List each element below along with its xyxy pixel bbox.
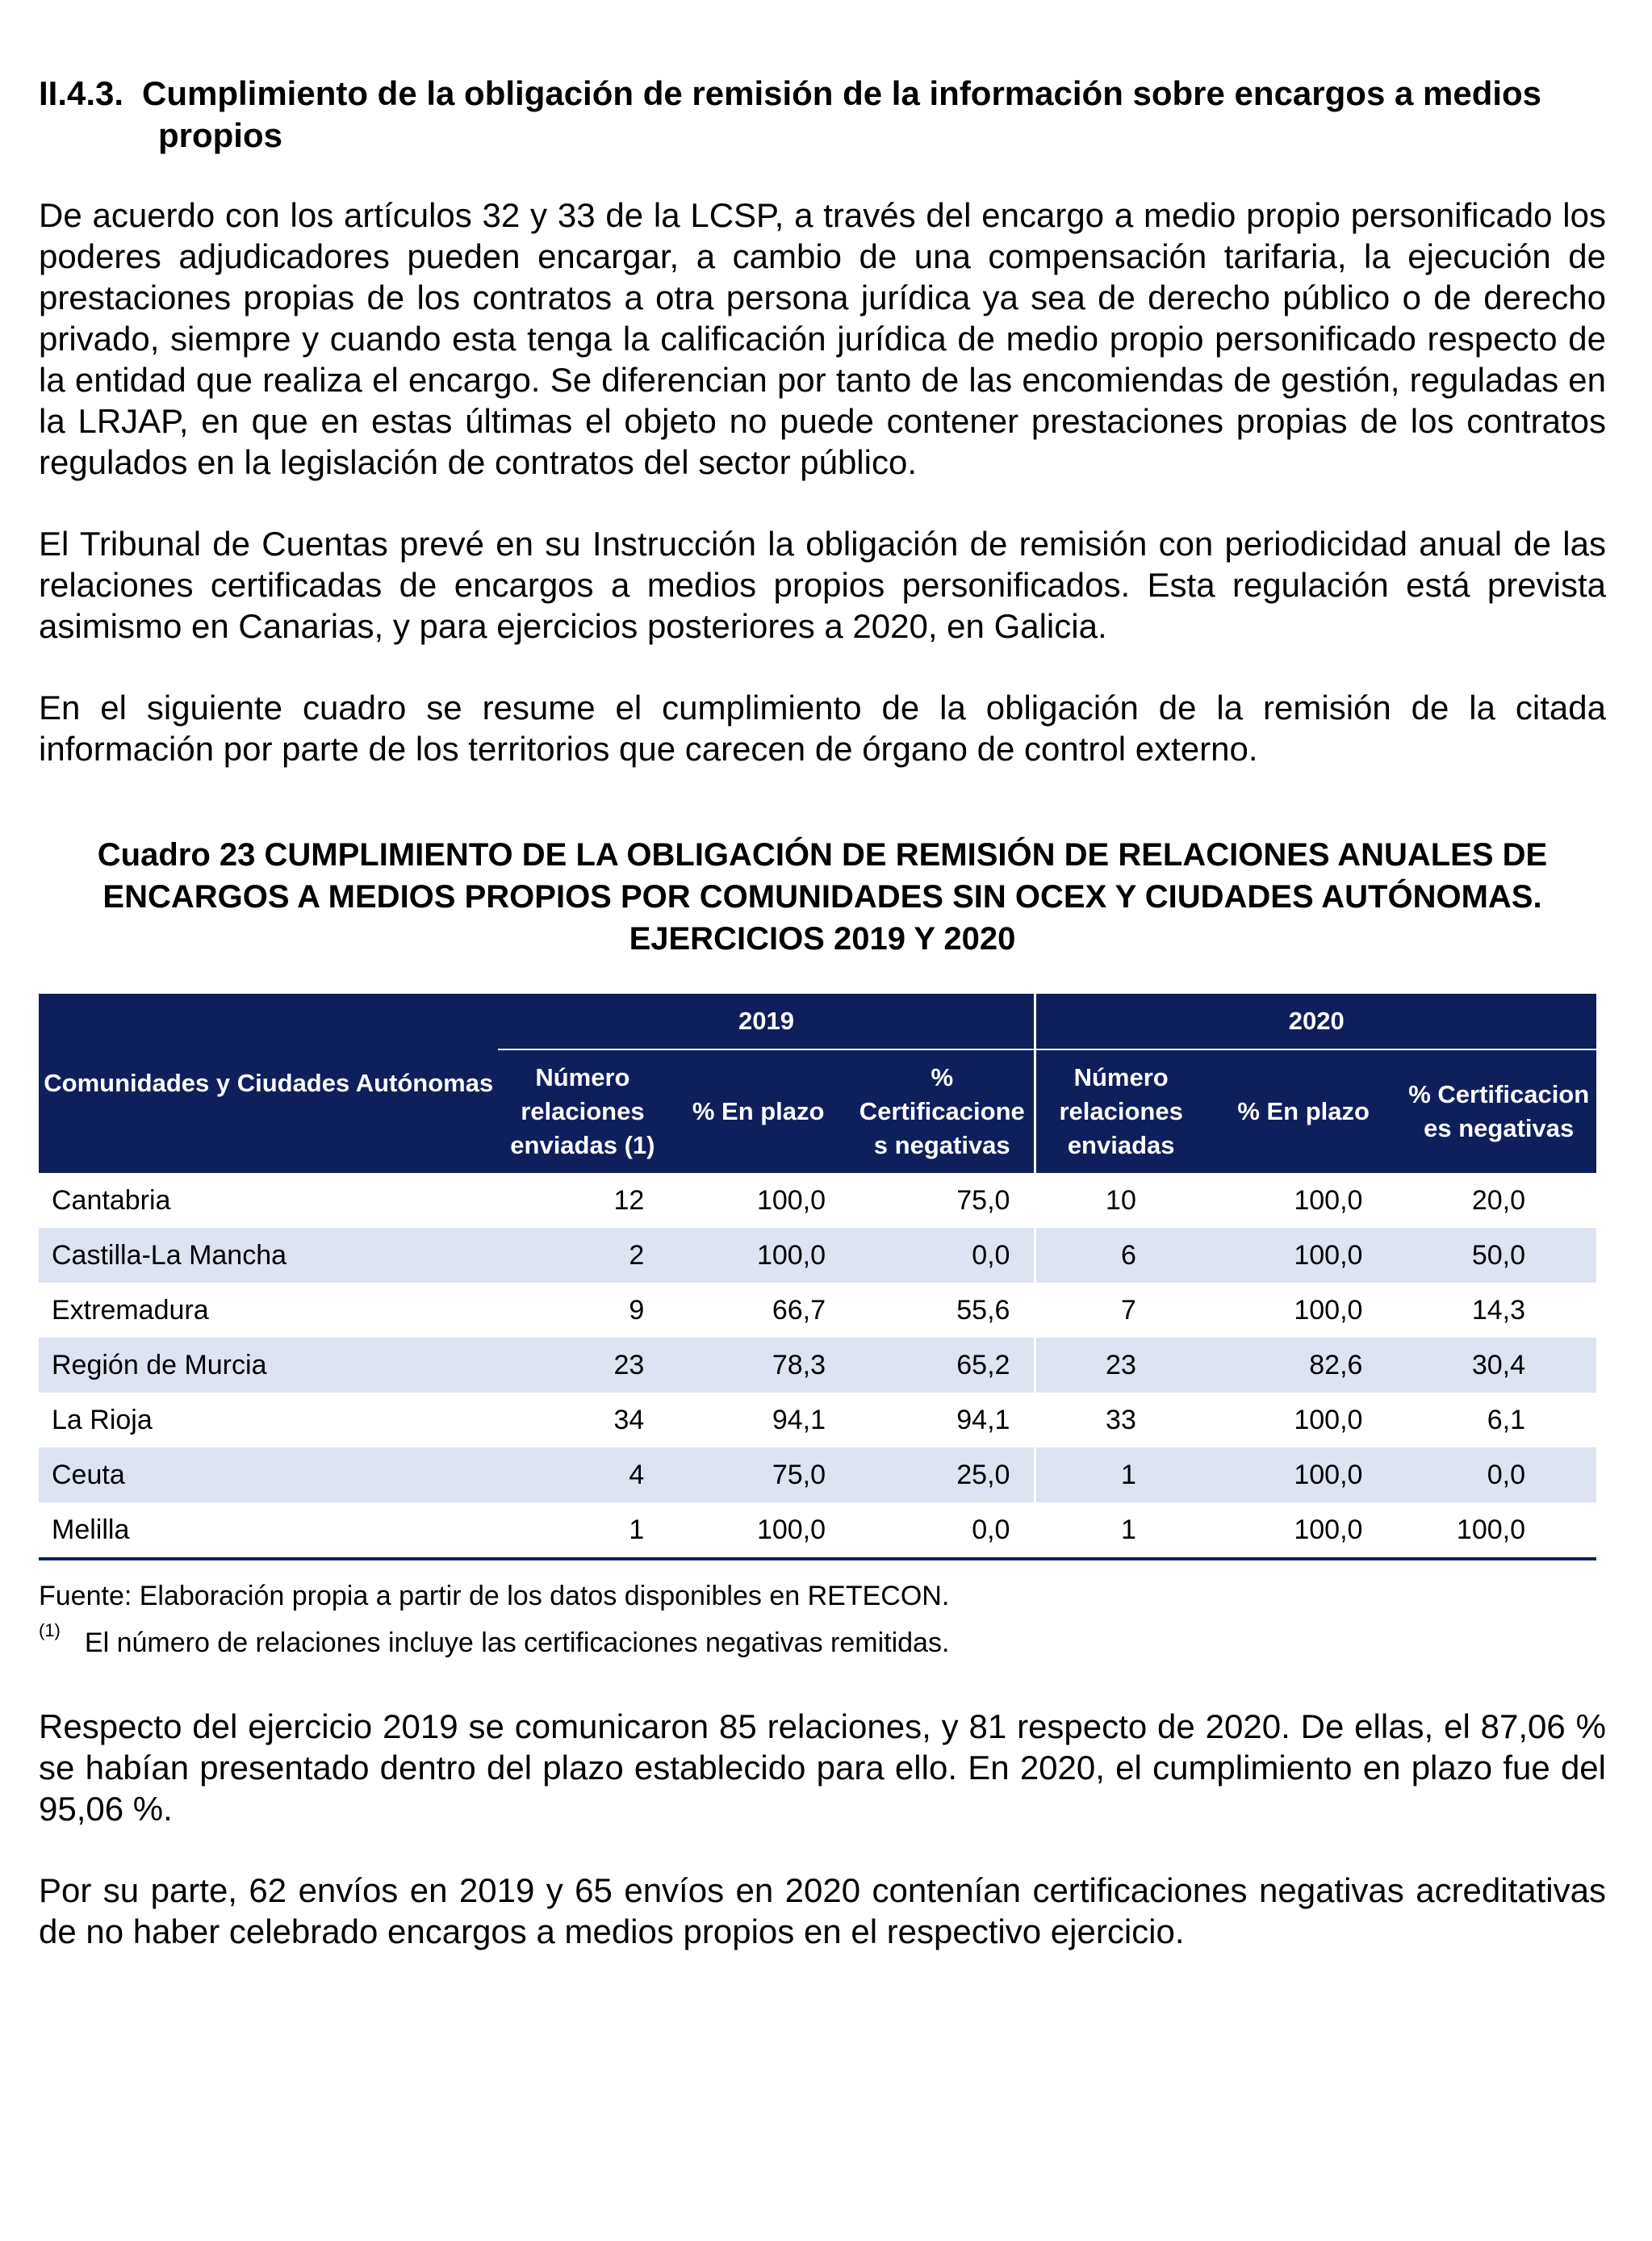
paragraph-negative-certs: Por su parte, 62 envíos en 2019 y 65 envíos en 2020 contenían certificaciones negativas acreditativas de no haber celebrado encargos a medios propios en el respectivo ejercicio.	[39, 1871, 1606, 1950]
cell-2019-numero: 9	[629, 1294, 645, 1326]
cell-2019-cert-negativas: 25,0	[850, 1447, 1035, 1502]
paragraph-summary: En el siguiente cuadro se resume el cumplimiento de la obligación de la remisión de la citada información por parte de los territorios que carecen de órgano de control externo.	[39, 689, 1606, 768]
cell-2020-numero: 10	[1035, 1173, 1206, 1228]
cell-2020-en-plazo: 100,0	[1294, 1184, 1363, 1216]
row-name: Extremadura	[52, 1294, 209, 1326]
header-2019-numero: Número relaciones enviadas (1)	[498, 1049, 667, 1173]
section-heading	[39, 73, 1606, 157]
cell-2019-cert-negativas: 75,0	[956, 1184, 1010, 1216]
cell-2020-en-plazo: 100,0	[1206, 1228, 1402, 1283]
section-title-line2: propios	[158, 116, 282, 154]
table-row	[39, 1393, 1596, 1447]
cell-2019-en-plazo: 78,3	[667, 1338, 850, 1393]
cell-2019-en-plazo: 75,0	[667, 1447, 850, 1502]
cell-2019-en-plazo: 66,7	[772, 1294, 826, 1326]
cell-2020-cert-negativas: 100,0	[1401, 1502, 1596, 1559]
cell-2020-en-plazo: 100,0	[1294, 1404, 1363, 1435]
cell-2020-numero: 1	[1035, 1502, 1206, 1559]
cell-2019-numero: 2	[498, 1228, 667, 1283]
cell-2019-en-plazo: 100,0	[667, 1502, 850, 1559]
cell-2019-cert-negativas: 94,1	[956, 1404, 1010, 1435]
footnote-text: El número de relaciones incluye las certificaciones negativas remitidas.	[84, 1627, 950, 1658]
table-row	[39, 1502, 1596, 1559]
table-row	[39, 1447, 1596, 1502]
cell-2019-cert-negativas: 65,2	[850, 1338, 1035, 1393]
paragraph-lcsp: De acuerdo con los artículos 32 y 33 de la LCSP, a través del encargo a medio propio personificado los poderes adjudicadores pueden encargar, a cambio de una compensación tarifaria, la ejecución de prestaciones propias de los contratos a otra persona jurídica ya sea de derecho público o de derecho privado, siempre y cuando esta tenga la calificación jurídica de medio propio personificado respecto de la entidad que realiza el encargo. Se diferencian por tanto de las encomiendas de gestión, reguladas en la LRJAP, en que en estas últimas el objeto no puede contener prestaciones propias de los contratos regulados en la legislación de contratos del sector público.	[39, 196, 1606, 481]
row-name: Región de Murcia	[39, 1338, 498, 1393]
cell-2020-cert-negativas: 50,0	[1401, 1228, 1596, 1283]
section-number: II.4.3.	[39, 74, 124, 112]
table-row	[39, 1283, 1596, 1338]
section-title	[142, 73, 1606, 157]
section-title-line1: Cumplimiento de la obligación de remisión de la información sobre encargos a medios	[142, 74, 1542, 112]
cell-2019-cert-negativas: 0,0	[850, 1228, 1035, 1283]
table-row	[39, 1173, 1596, 1228]
header-2020-en-plazo: % En plazo	[1206, 1049, 1402, 1173]
table-row	[39, 1338, 1596, 1393]
cell-2020-numero: 6	[1035, 1228, 1206, 1283]
cell-2020-numero: 7	[1035, 1283, 1206, 1338]
paragraph-tribunal: El Tribunal de Cuentas prevé en su Instrucción la obligación de remisión con periodicidad anual de las relaciones certificadas de encargos a medios propios personificados. Esta regulación está prevista asimismo en Canarias, y para ejercicios posteriores a 2020, en Galicia.	[39, 525, 1606, 645]
cell-2020-en-plazo: 100,0	[1294, 1294, 1363, 1326]
cell-2020-cert-negativas: 6,1	[1487, 1404, 1525, 1435]
table-row	[39, 1228, 1596, 1283]
header-year-2020: 2020	[1035, 994, 1596, 1049]
paragraph-results: Respecto del ejercicio 2019 se comunicaron 85 relaciones, y 81 respecto de 2020. De ellas, el 87,06 % se habían presentado dentro del plazo establecido para ello. En 2020, el cumplimiento en plazo fue del 95,06 %.	[39, 1707, 1606, 1828]
cell-2019-en-plazo: 100,0	[667, 1228, 850, 1283]
table-footnote	[39, 1620, 1606, 1661]
compliance-table	[39, 994, 1596, 1560]
header-2020-numero: Número relaciones enviadas	[1035, 1049, 1206, 1173]
cell-2019-numero: 12	[613, 1184, 645, 1216]
cell-2019-numero: 4	[498, 1447, 667, 1502]
cell-2019-numero: 34	[613, 1404, 645, 1435]
footnote-marker: (1)	[39, 1620, 61, 1640]
row-name: Ceuta	[39, 1447, 498, 1502]
cell-2020-cert-negativas: 20,0	[1471, 1184, 1525, 1216]
header-year-2019: 2019	[498, 994, 1035, 1049]
cell-2019-cert-negativas: 55,6	[956, 1294, 1010, 1326]
header-2019-en-plazo: % En plazo	[667, 1049, 850, 1173]
row-name: La Rioja	[52, 1404, 153, 1435]
cell-2019-en-plazo: 100,0	[756, 1184, 826, 1216]
cell-2020-numero: 1	[1035, 1447, 1206, 1502]
cell-2019-numero: 23	[498, 1338, 667, 1393]
document-page	[39, 73, 1606, 1952]
cell-2019-en-plazo: 94,1	[772, 1404, 826, 1435]
cell-2020-numero: 33	[1035, 1393, 1206, 1447]
header-2019-cert-negativas: % Certificacione s negativas	[850, 1049, 1035, 1173]
row-name: Melilla	[39, 1502, 498, 1559]
cell-2020-cert-negativas: 0,0	[1401, 1447, 1596, 1502]
cell-2020-numero: 23	[1035, 1338, 1206, 1393]
header-communities: Comunidades y Ciudades Autónomas	[39, 994, 498, 1173]
row-name: Cantabria	[52, 1184, 171, 1216]
cell-2020-cert-negativas: 14,3	[1471, 1294, 1525, 1326]
header-2020-cert-negativas: % Certificacion es negativas	[1401, 1049, 1596, 1173]
cell-2020-en-plazo: 100,0	[1206, 1502, 1402, 1559]
table-title: Cuadro 23 CUMPLIMIENTO DE LA OBLIGACIÓN DE REMISIÓN DE RELACIONES ANUALES DE ENCARGOS A MEDIOS PROPIOS POR COMUNIDADES SIN OCEX Y CIUDADES AUTÓNOMAS. EJERCICIOS 2019 Y 2020	[97, 837, 1548, 957]
cell-2019-cert-negativas: 0,0	[850, 1502, 1035, 1559]
cell-2020-en-plazo: 82,6	[1206, 1338, 1402, 1393]
cell-2020-en-plazo: 100,0	[1206, 1447, 1402, 1502]
row-name: Castilla-La Mancha	[39, 1228, 498, 1283]
table-source: Fuente: Elaboración propia a partir de los datos disponibles en RETECON.	[39, 1581, 950, 1611]
cell-2019-numero: 1	[498, 1502, 667, 1559]
cell-2020-cert-negativas: 30,4	[1401, 1338, 1596, 1393]
